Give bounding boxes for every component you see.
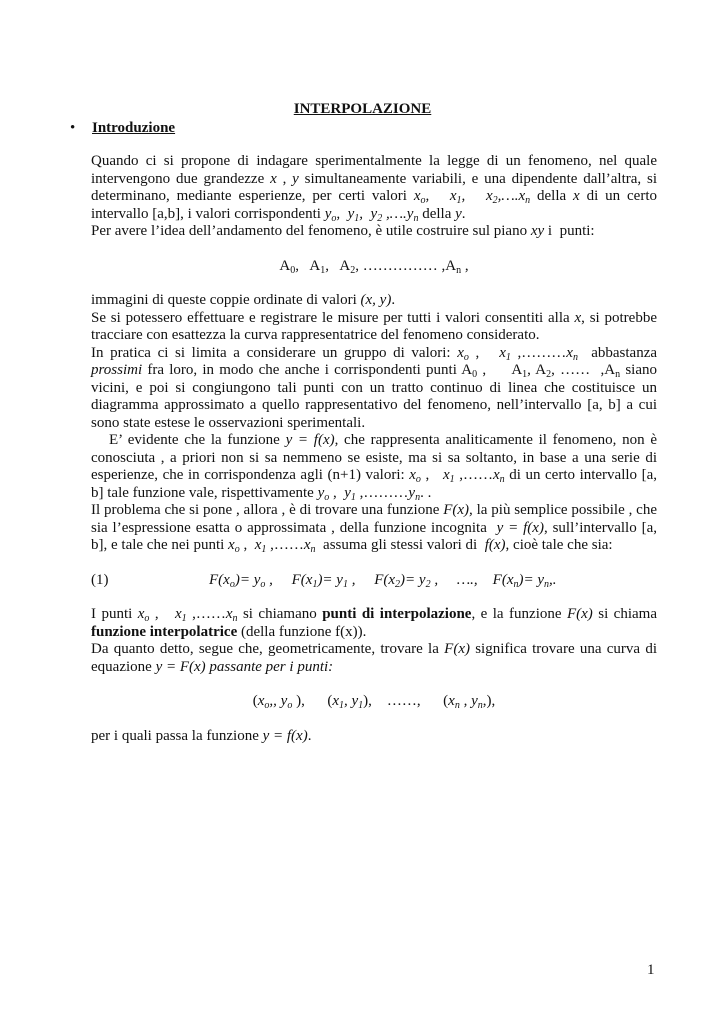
paragraph: E’ evidente che la funzione y = f(x), che rappresenta analiticamente il fenomeno, non è conosciuta , a priori non si sa nemmeno se esiste, ma si sa soltanto, in base a una serie di esperienze, che in corrispondenza agli (n+1) valori: $x_o$ , $x_1$ $,\dots\dots x_n$ di un certo intervallo [a, b] tale funzione vale, rispettivamente $y_o$ , $y_1$ $,\dots\dots\dots y_n$. .: [91, 432, 658, 503]
paragraph: per i quali passa la funzione y = f(x).: [91, 727, 312, 744]
section-title: Introduzione: [92, 120, 176, 136]
paragraph: In pratica ci si limita a considerare un gruppo di valori: $x_o$ , $x_1$ $,\dots\dots\dots x_n$ abbastanza prossimi fra loro, in modo che anche i corrispondenti punti $A_0$ , $A_1$, $A_2$, …… $,A_n$ siano vicini, e poi si congiungono tali punti con un tratto continuo di linea che costituisce un diagramma approssimato a quello rappresentativo del fenomeno, nell’intervallo [a, b] a cui sono state estese le osservazioni sperimentali.: [91, 344, 658, 431]
equation-number: (1): [91, 571, 109, 588]
points-formula: $A_0$, $A_1$, $A_2$, …………… $,A_n$ ,: [279, 257, 469, 276]
bullet-icon: •: [70, 120, 76, 136]
paragraph: Da quanto detto, segue che, geometricamente, trovare la F(x) significa trovare una curva di equazione y = F(x) passante per i punti:: [91, 641, 658, 675]
equation: $F(x_o)= y_o$ , $F(x_1)= y_1$ , $F(x_2)= y_2$ , …., $F(x_n)= y_n$,.: [209, 571, 557, 590]
interpolation-condition: [91, 572, 657, 590]
section-heading: [70, 120, 175, 137]
document-body: [91, 153, 657, 745]
paragraph: Se si potessero effettuare e registrare le misure per tutti i valori consentiti alla x, si potrebbe tracciare con esattezza la curva rappresentatrice del fenomeno considerato.: [91, 309, 657, 343]
paragraph: I punti $x_o$ , $x_1$ $,\dots\dots x_n$ si chiamano punti di interpolazione, e la funzione F(x) si chiama funzione interpolatrice (della funzione f(x)).: [91, 606, 657, 640]
points-pairs-formula: ($x_o$,, $y_o$ ), ($x_1$, $y_1$), ……, ($x_n$ , $y_n$,),: [252, 693, 496, 711]
paragraph: Per avere l’idea dell’andamento del fenomeno, è utile costruire sul piano xy i punti:: [91, 223, 595, 239]
paragraph: Il problema che si pone , allora , è di trovare una funzione F(x), la più semplice possibile , che sia l’espressione esatta o approssimata , della funzione incognita y = f(x), sull’intervallo [a, b], e tale che nei punti $x_o$ , $x_1$ $,\dots\dots x_n$ assuma gli stessi valori di f(x), cioè tale che sia:: [91, 502, 657, 555]
page-number: 1: [647, 962, 655, 978]
paragraph: Quando ci si propone di indagare sperimentalmente la legge di un fenomeno, nel quale intervengono due grandezze x , y simultaneamente variabili, e una dipendente dall’altra, si determinano, mediante esperienze, per certi valori $x_o$, $x_1$, $x_2,\dots.x_n$ della x di un certo intervallo [a,b], i valori corrispondenti $y_o$, $y_1$, $y_2$ $,\dots.y_n$ della y.: [91, 153, 657, 224]
paragraph: immagini di queste coppie ordinate di valori (x, y).: [91, 292, 396, 308]
page-title: INTERPOLAZIONE: [293, 101, 432, 117]
